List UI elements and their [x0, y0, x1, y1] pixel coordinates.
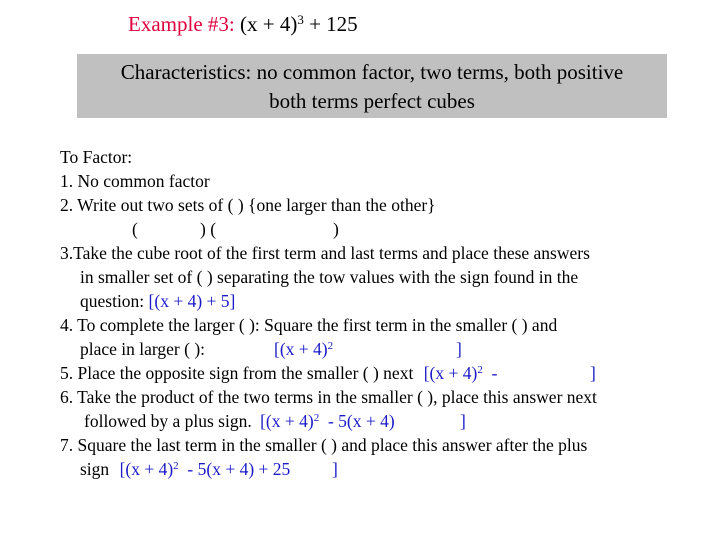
step-7-answer-exp: 2 — [173, 460, 179, 472]
step-4-answer-close: ] — [456, 339, 462, 359]
step-6-answer-base: [(x + 4) — [260, 411, 314, 431]
step-6-line-1: 6. Take the product of the two terms in the smaller ( ), place this answer next — [60, 387, 597, 407]
step-7-answer-close: ] — [332, 459, 338, 479]
steps-header: To Factor: — [60, 147, 133, 167]
step-5-answer-exp: 2 — [477, 364, 483, 376]
characteristics-line-1: Characteristics: no common factor, two terms, both positive — [120, 60, 624, 84]
step-3-line-1: 3.Take the cube root of the first term and last terms and place these answers — [60, 243, 590, 263]
step-5-text: 5. Place the opposite sign from the smaller ( ) next — [60, 363, 414, 383]
step-6-line-2 — [60, 409, 710, 433]
step-2: 2. Write out two sets of ( ) {one larger than the other} — [60, 195, 436, 215]
example-title — [128, 12, 358, 37]
step-7-answer-base: [(x + 4) — [119, 459, 174, 479]
step-7-answer-rest: - 5(x + 4) + 25 — [178, 459, 291, 479]
step-4-answer — [274, 337, 333, 361]
step-4-text: place in larger ( ): — [80, 339, 206, 359]
characteristics-line-2: both terms perfect cubes — [269, 89, 475, 113]
step-5-answer-base: [(x + 4) — [423, 363, 478, 383]
expression-rest: + 125 — [303, 12, 358, 36]
step-6-answer-exp: 2 — [313, 412, 320, 424]
step-4-line-2 — [60, 337, 710, 361]
characteristics-box — [77, 54, 667, 118]
step-3-answer: [(x + 4) + 5] — [148, 291, 236, 311]
step-6-answer-close: ] — [460, 411, 466, 431]
expression-base: (x + 4) — [239, 12, 298, 36]
step-5 — [60, 361, 710, 385]
step-7-text: sign — [80, 459, 110, 479]
step-6-answer — [260, 411, 395, 431]
step-5-answer — [424, 363, 498, 383]
step-5-answer-rest: - — [482, 363, 498, 383]
step-2-parentheses — [60, 217, 710, 241]
example-label: Example #3: — [128, 12, 235, 36]
step-5-answer-close: ] — [590, 363, 596, 383]
step-7-line-1: 7. Square the last term in the smaller ( ) and place this answer after the plus — [60, 435, 588, 455]
step-3-line-2: in smaller set of ( ) separating the tow values with the sign found in the — [80, 267, 579, 287]
factoring-steps — [60, 145, 710, 481]
paren-right: ) — [333, 219, 339, 239]
step-7-line-2 — [60, 457, 710, 481]
paren-left: ( — [132, 219, 138, 239]
step-6-answer-rest: - 5(x + 4) — [319, 411, 395, 431]
step-3-line-3 — [60, 289, 710, 313]
paren-mid: ) ( — [200, 219, 217, 239]
step-1: 1. No common factor — [60, 171, 210, 191]
step-4-answer-base: [(x + 4) — [274, 339, 328, 359]
step-6-text: followed by a plus sign. — [84, 411, 252, 431]
step-3-question-label: question: — [80, 291, 145, 311]
expression-exponent: 3 — [297, 12, 304, 27]
step-4-answer-exp: 2 — [327, 340, 334, 352]
step-4-line-1: 4. To complete the larger ( ): Square the first term in the smaller ( ) and — [60, 315, 558, 335]
step-7-answer — [120, 459, 291, 479]
